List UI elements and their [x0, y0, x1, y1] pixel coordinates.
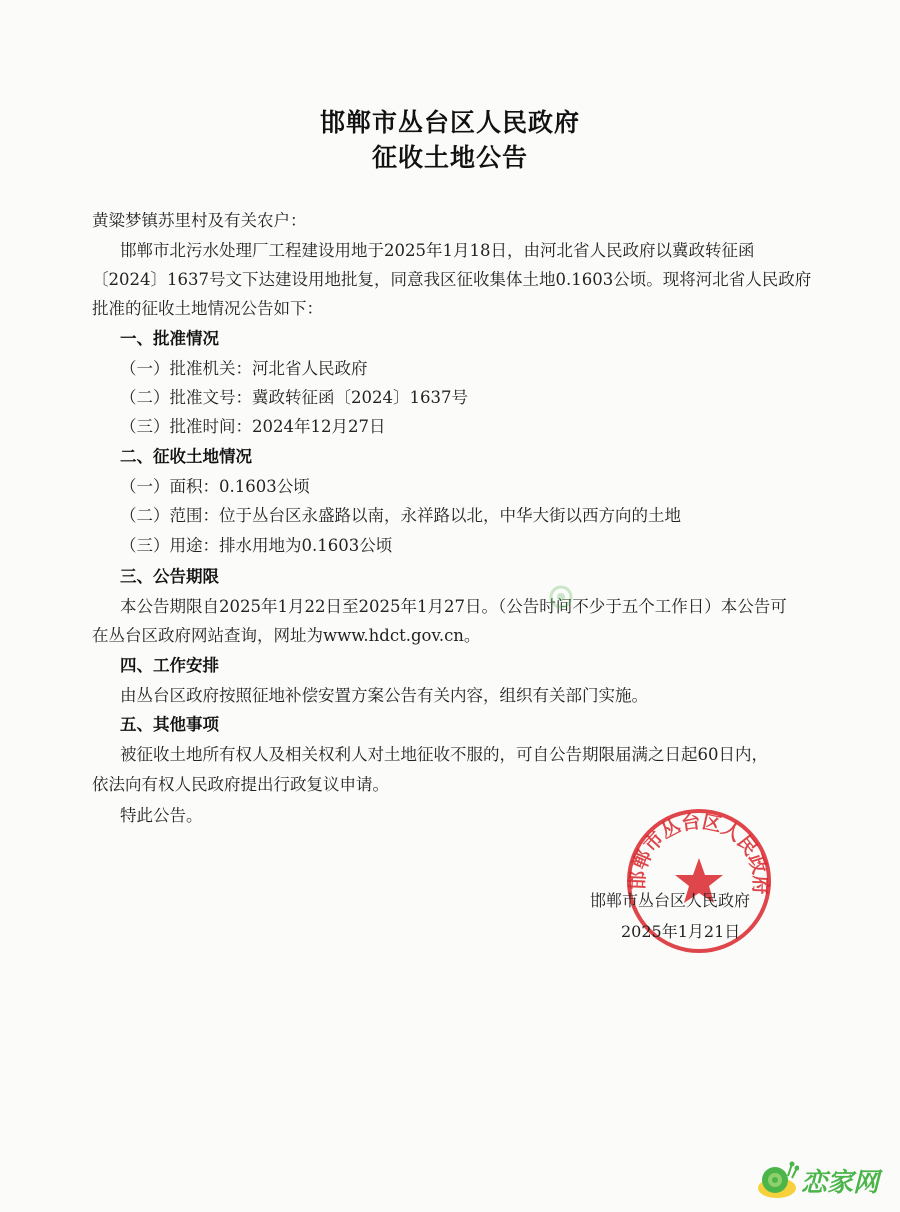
addressee: 黄粱梦镇苏里村及有关农户：: [92, 211, 307, 230]
watermark-logo: [755, 1158, 879, 1202]
document-title-issuer: 邯郸市丛台区人民政府: [319, 108, 580, 137]
section-heading-5: 五、其他事项: [120, 715, 219, 734]
section-heading-3: 三、公告期限: [120, 567, 219, 586]
svg-text:邯郸市丛台区人民政府: 邯郸市丛台区人民政府: [626, 810, 772, 895]
section-4-line-1: 由丛台区政府按照征地补偿安置方案公告有关内容，组织有关部门实施。: [120, 686, 648, 705]
section-1-item-1: （一）批准机关：河北省人民政府: [120, 359, 368, 378]
snail-mascot-icon: [755, 1158, 799, 1202]
watermark-brand: 恋家网: [801, 1167, 880, 1198]
signature-issuer: 邯郸市丛台区人民政府: [590, 891, 751, 910]
snail-logo-icon: [548, 584, 574, 610]
section-2-item-3: （三）用途：排水用地为0.1603公顷: [120, 536, 393, 555]
section-1-item-2: （二）批准文号：冀政转征函〔2024〕1637号: [120, 388, 468, 407]
intro-line-1: 邯郸市北污水处理厂工程建设用地于2025年1月18日，由河北省人民政府以冀政转征函: [120, 241, 755, 260]
document-title: 征收土地公告: [371, 143, 528, 172]
section-1-item-3: （三）批准时间：2024年12月27日: [120, 417, 386, 436]
closing-line: 特此公告。: [120, 806, 203, 825]
section-3-line-2: 在丛台区政府网站查询，网址为www.hdct.gov.cn。: [92, 626, 481, 645]
section-2-item-1: （一）面积：0.1603公顷: [120, 477, 310, 496]
signature-date: 2025年1月21日: [621, 922, 741, 941]
section-heading-1: 一、批准情况: [120, 329, 219, 348]
intro-line-2: 〔2024〕1637号文下达建设用地批复，同意我区征收集体土地0.1603公顷。现将河北省人民政府: [92, 270, 812, 289]
intro-line-3: 批准的征收土地情况公告如下：: [92, 299, 323, 318]
section-heading-4: 四、工作安排: [120, 656, 219, 675]
section-2-item-2: （二）范围：位于丛台区永盛路以南，永祥路以北，中华大街以西方向的土地: [120, 506, 681, 525]
section-5-line-2: 依法向有权人民政府提出行政复议申请。: [92, 775, 389, 794]
section-heading-2: 二、征收土地情况: [120, 447, 252, 466]
section-3-line-1: 本公告期限自2025年1月22日至2025年1月27日。（公告时间不少于五个工作日）本公告可: [120, 597, 787, 616]
watermark-center: [548, 584, 574, 614]
section-5-line-1: 被征收土地所有权人及相关权利人对土地征收不服的，可自公告期限届满之日起60日内，: [120, 745, 768, 764]
